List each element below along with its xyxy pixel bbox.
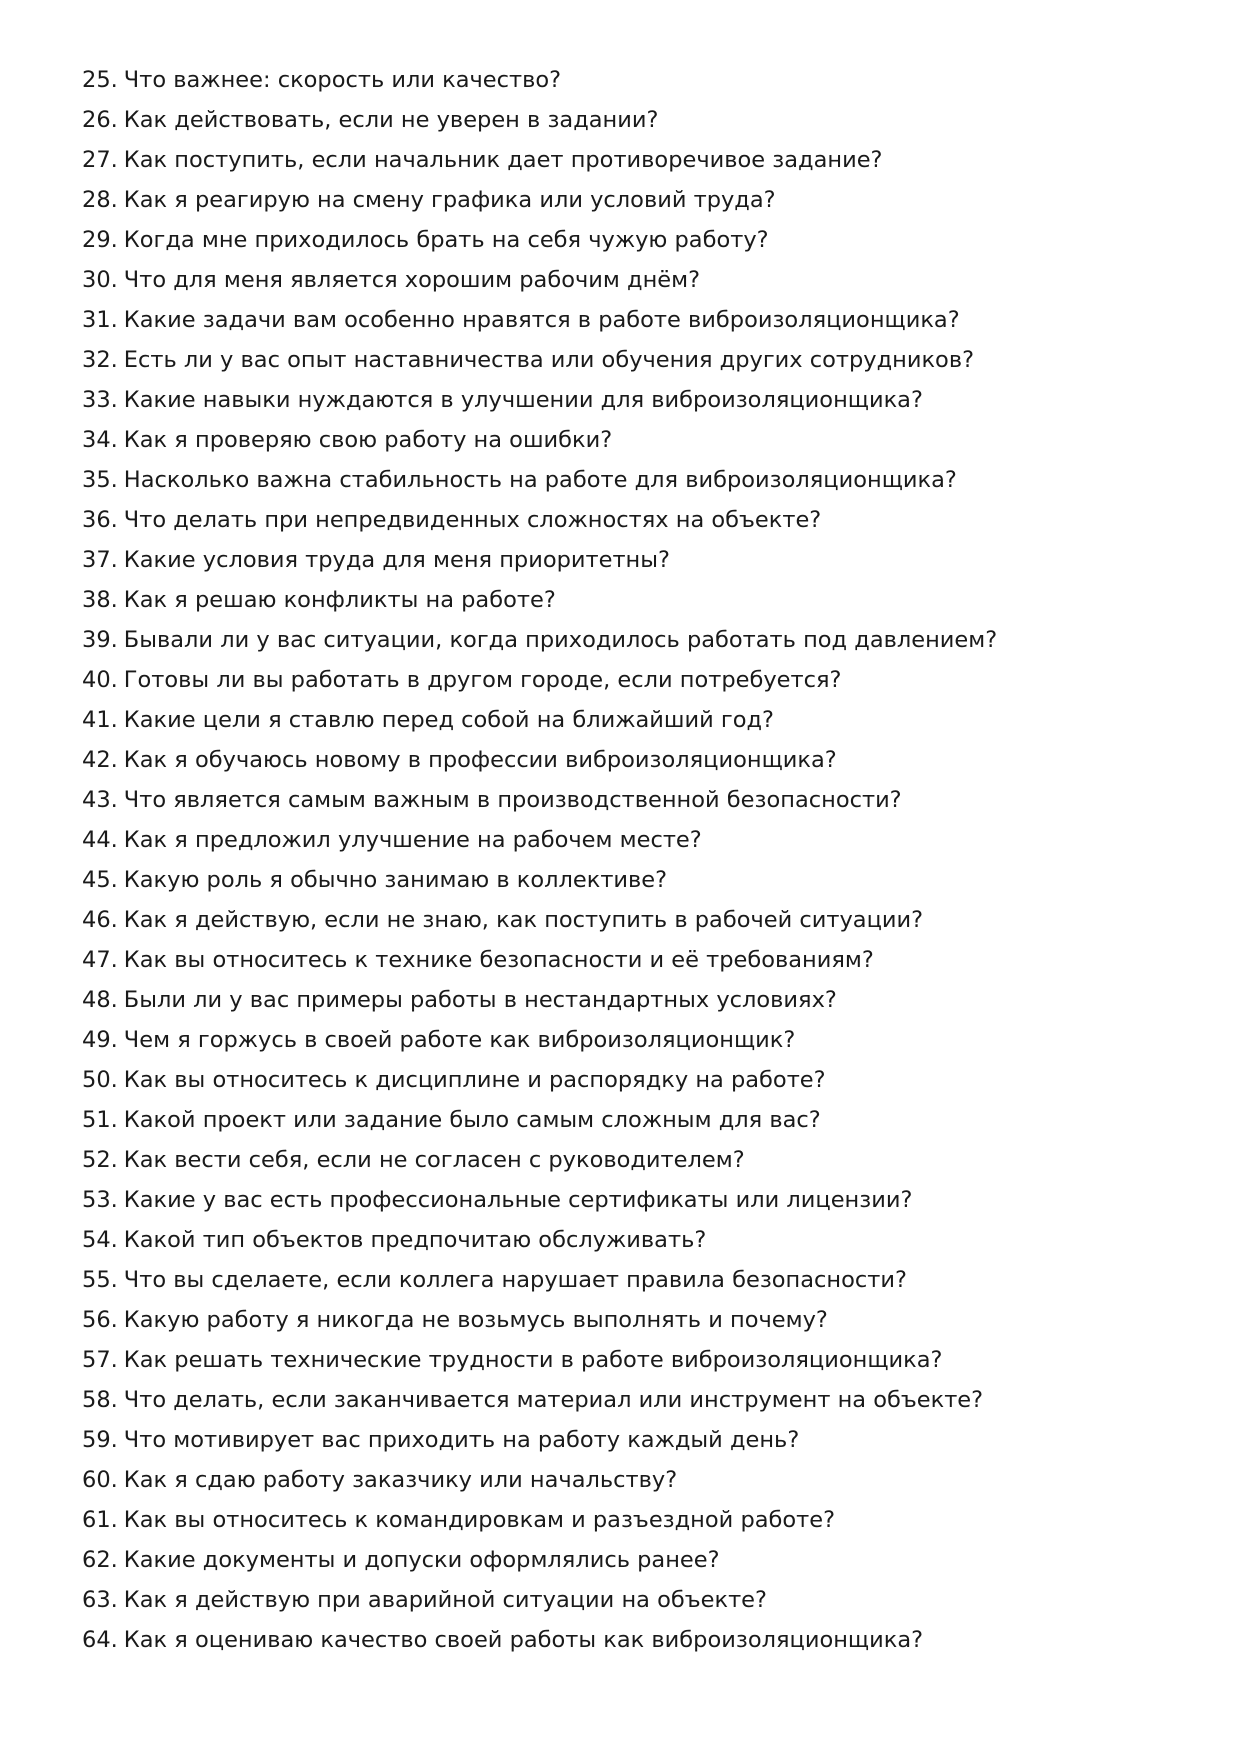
question-text: Какой проект или задание было самым сложным для вас? xyxy=(123,1107,821,1133)
question-number: 34. xyxy=(82,427,118,453)
question-text: Какую роль я обычно занимаю в коллективе? xyxy=(123,867,668,893)
question-text: Как я обучаюсь новому в профессии виброизоляционщика? xyxy=(123,747,837,773)
list-item xyxy=(82,980,1182,1020)
list-item xyxy=(82,1220,1182,1260)
question-text: Какие условия труда для меня приоритетны? xyxy=(123,547,670,573)
list-item xyxy=(82,460,1182,500)
list-item xyxy=(82,820,1182,860)
list-item xyxy=(82,780,1182,820)
question-text: Как вы относитесь к дисциплине и распорядку на работе? xyxy=(123,1067,826,1093)
list-item xyxy=(82,620,1182,660)
list-item xyxy=(82,340,1182,380)
question-number: 45. xyxy=(82,867,118,893)
question-text: Как действовать, если не уверен в задании? xyxy=(123,107,659,133)
question-number: 47. xyxy=(82,947,118,973)
list-item xyxy=(82,1500,1182,1540)
list-item xyxy=(82,180,1182,220)
question-text: Как я оцениваю качество своей работы как виброизоляционщика? xyxy=(123,1627,924,1653)
question-number: 33. xyxy=(82,387,118,413)
question-text: Что для меня является хорошим рабочим днём? xyxy=(123,267,701,293)
question-number: 42. xyxy=(82,747,118,773)
question-number: 41. xyxy=(82,707,118,733)
question-number: 32. xyxy=(82,347,118,373)
list-item xyxy=(82,500,1182,540)
question-number: 31. xyxy=(82,307,118,333)
list-item xyxy=(82,1380,1182,1420)
question-text: Как я реагирую на смену графика или условий труда? xyxy=(123,187,776,213)
question-number: 59. xyxy=(82,1427,118,1453)
list-item xyxy=(82,1180,1182,1220)
question-number: 38. xyxy=(82,587,118,613)
list-item xyxy=(82,140,1182,180)
list-item xyxy=(82,540,1182,580)
list-item xyxy=(82,1020,1182,1060)
list-item xyxy=(82,220,1182,260)
question-number: 54. xyxy=(82,1227,118,1253)
question-text: Как я предложил улучшение на рабочем месте? xyxy=(123,827,702,853)
question-text: Как я проверяю свою работу на ошибки? xyxy=(123,427,613,453)
list-item xyxy=(82,700,1182,740)
question-text: Как поступить, если начальник дает противоречивое задание? xyxy=(123,147,883,173)
question-text: Какой тип объектов предпочитаю обслуживать? xyxy=(123,1227,707,1253)
question-text: Что мотивирует вас приходить на работу каждый день? xyxy=(123,1427,800,1453)
question-number: 40. xyxy=(82,667,118,693)
question-text: Что делать при непредвиденных сложностях на объекте? xyxy=(123,507,822,533)
question-number: 26. xyxy=(82,107,118,133)
question-number: 58. xyxy=(82,1387,118,1413)
question-number: 56. xyxy=(82,1307,118,1333)
list-item xyxy=(82,60,1182,100)
question-number: 35. xyxy=(82,467,118,493)
list-item xyxy=(82,100,1182,140)
question-text: Когда мне приходилось брать на себя чужую работу? xyxy=(123,227,769,253)
question-text: Какие навыки нуждаются в улучшении для виброизоляционщика? xyxy=(123,387,923,413)
list-item xyxy=(82,1060,1182,1100)
list-item xyxy=(82,1420,1182,1460)
question-number: 30. xyxy=(82,267,118,293)
question-text: Как вы относитесь к командировкам и разъездной работе? xyxy=(123,1507,836,1533)
question-number: 51. xyxy=(82,1107,118,1133)
question-number: 28. xyxy=(82,187,118,213)
question-text: Какие документы и допуски оформлялись ранее? xyxy=(123,1547,720,1573)
question-text: Бывали ли у вас ситуации, когда приходилось работать под давлением? xyxy=(123,627,998,653)
question-number: 55. xyxy=(82,1267,118,1293)
list-item xyxy=(82,380,1182,420)
question-text: Как вы относитесь к технике безопасности и её требованиям? xyxy=(123,947,874,973)
question-text: Какие цели я ставлю перед собой на ближайший год? xyxy=(123,707,774,733)
question-number: 50. xyxy=(82,1067,118,1093)
question-text: Готовы ли вы работать в другом городе, если потребуется? xyxy=(123,667,842,693)
list-item xyxy=(82,660,1182,700)
question-number: 64. xyxy=(82,1627,118,1653)
question-text: Как вести себя, если не согласен с руководителем? xyxy=(123,1147,745,1173)
list-item xyxy=(82,1140,1182,1180)
question-text: Какие задачи вам особенно нравятся в работе виброизоляционщика? xyxy=(123,307,960,333)
list-item xyxy=(82,900,1182,940)
list-item xyxy=(82,1260,1182,1300)
question-number: 37. xyxy=(82,547,118,573)
question-text: Что вы сделаете, если коллега нарушает правила безопасности? xyxy=(123,1267,907,1293)
question-text: Как я действую, если не знаю, как поступить в рабочей ситуации? xyxy=(123,907,924,933)
question-text: Как я решаю конфликты на работе? xyxy=(123,587,556,613)
question-number: 36. xyxy=(82,507,118,533)
question-number: 48. xyxy=(82,987,118,1013)
question-text: Какую работу я никогда не возьмусь выполнять и почему? xyxy=(123,1307,828,1333)
list-item xyxy=(82,1620,1182,1660)
question-number: 62. xyxy=(82,1547,118,1573)
question-number: 43. xyxy=(82,787,118,813)
list-item xyxy=(82,940,1182,980)
question-text: Есть ли у вас опыт наставничества или обучения других сотрудников? xyxy=(123,347,975,373)
question-number: 25. xyxy=(82,67,118,93)
question-number: 49. xyxy=(82,1027,118,1053)
question-text: Чем я горжусь в своей работе как виброизоляционщик? xyxy=(123,1027,796,1053)
question-text: Что важнее: скорость или качество? xyxy=(123,67,562,93)
question-number: 29. xyxy=(82,227,118,253)
question-text: Насколько важна стабильность на работе для виброизоляционщика? xyxy=(123,467,957,493)
list-item xyxy=(82,860,1182,900)
list-item xyxy=(82,420,1182,460)
question-number: 39. xyxy=(82,627,118,653)
list-item xyxy=(82,580,1182,620)
question-text: Были ли у вас примеры работы в нестандартных условиях? xyxy=(123,987,837,1013)
question-text: Как я сдаю работу заказчику или начальству? xyxy=(123,1467,678,1493)
list-item xyxy=(82,740,1182,780)
question-number: 61. xyxy=(82,1507,118,1533)
question-number: 46. xyxy=(82,907,118,933)
question-number: 53. xyxy=(82,1187,118,1213)
question-text: Что является самым важным в производственной безопасности? xyxy=(123,787,902,813)
list-item xyxy=(82,1340,1182,1380)
question-number: 63. xyxy=(82,1587,118,1613)
list-item xyxy=(82,1540,1182,1580)
question-number: 27. xyxy=(82,147,118,173)
list-item xyxy=(82,1580,1182,1620)
question-list xyxy=(82,60,1182,1660)
question-number: 44. xyxy=(82,827,118,853)
question-number: 52. xyxy=(82,1147,118,1173)
list-item xyxy=(82,260,1182,300)
question-text: Какие у вас есть профессиональные сертификаты или лицензии? xyxy=(123,1187,913,1213)
question-number: 57. xyxy=(82,1347,118,1373)
list-item xyxy=(82,1100,1182,1140)
list-item xyxy=(82,1460,1182,1500)
question-text: Что делать, если заканчивается материал или инструмент на объекте? xyxy=(123,1387,984,1413)
question-text: Как решать технические трудности в работе виброизоляционщика? xyxy=(123,1347,943,1373)
list-item xyxy=(82,1300,1182,1340)
question-text: Как я действую при аварийной ситуации на объекте? xyxy=(123,1587,767,1613)
question-number: 60. xyxy=(82,1467,118,1493)
list-item xyxy=(82,300,1182,340)
